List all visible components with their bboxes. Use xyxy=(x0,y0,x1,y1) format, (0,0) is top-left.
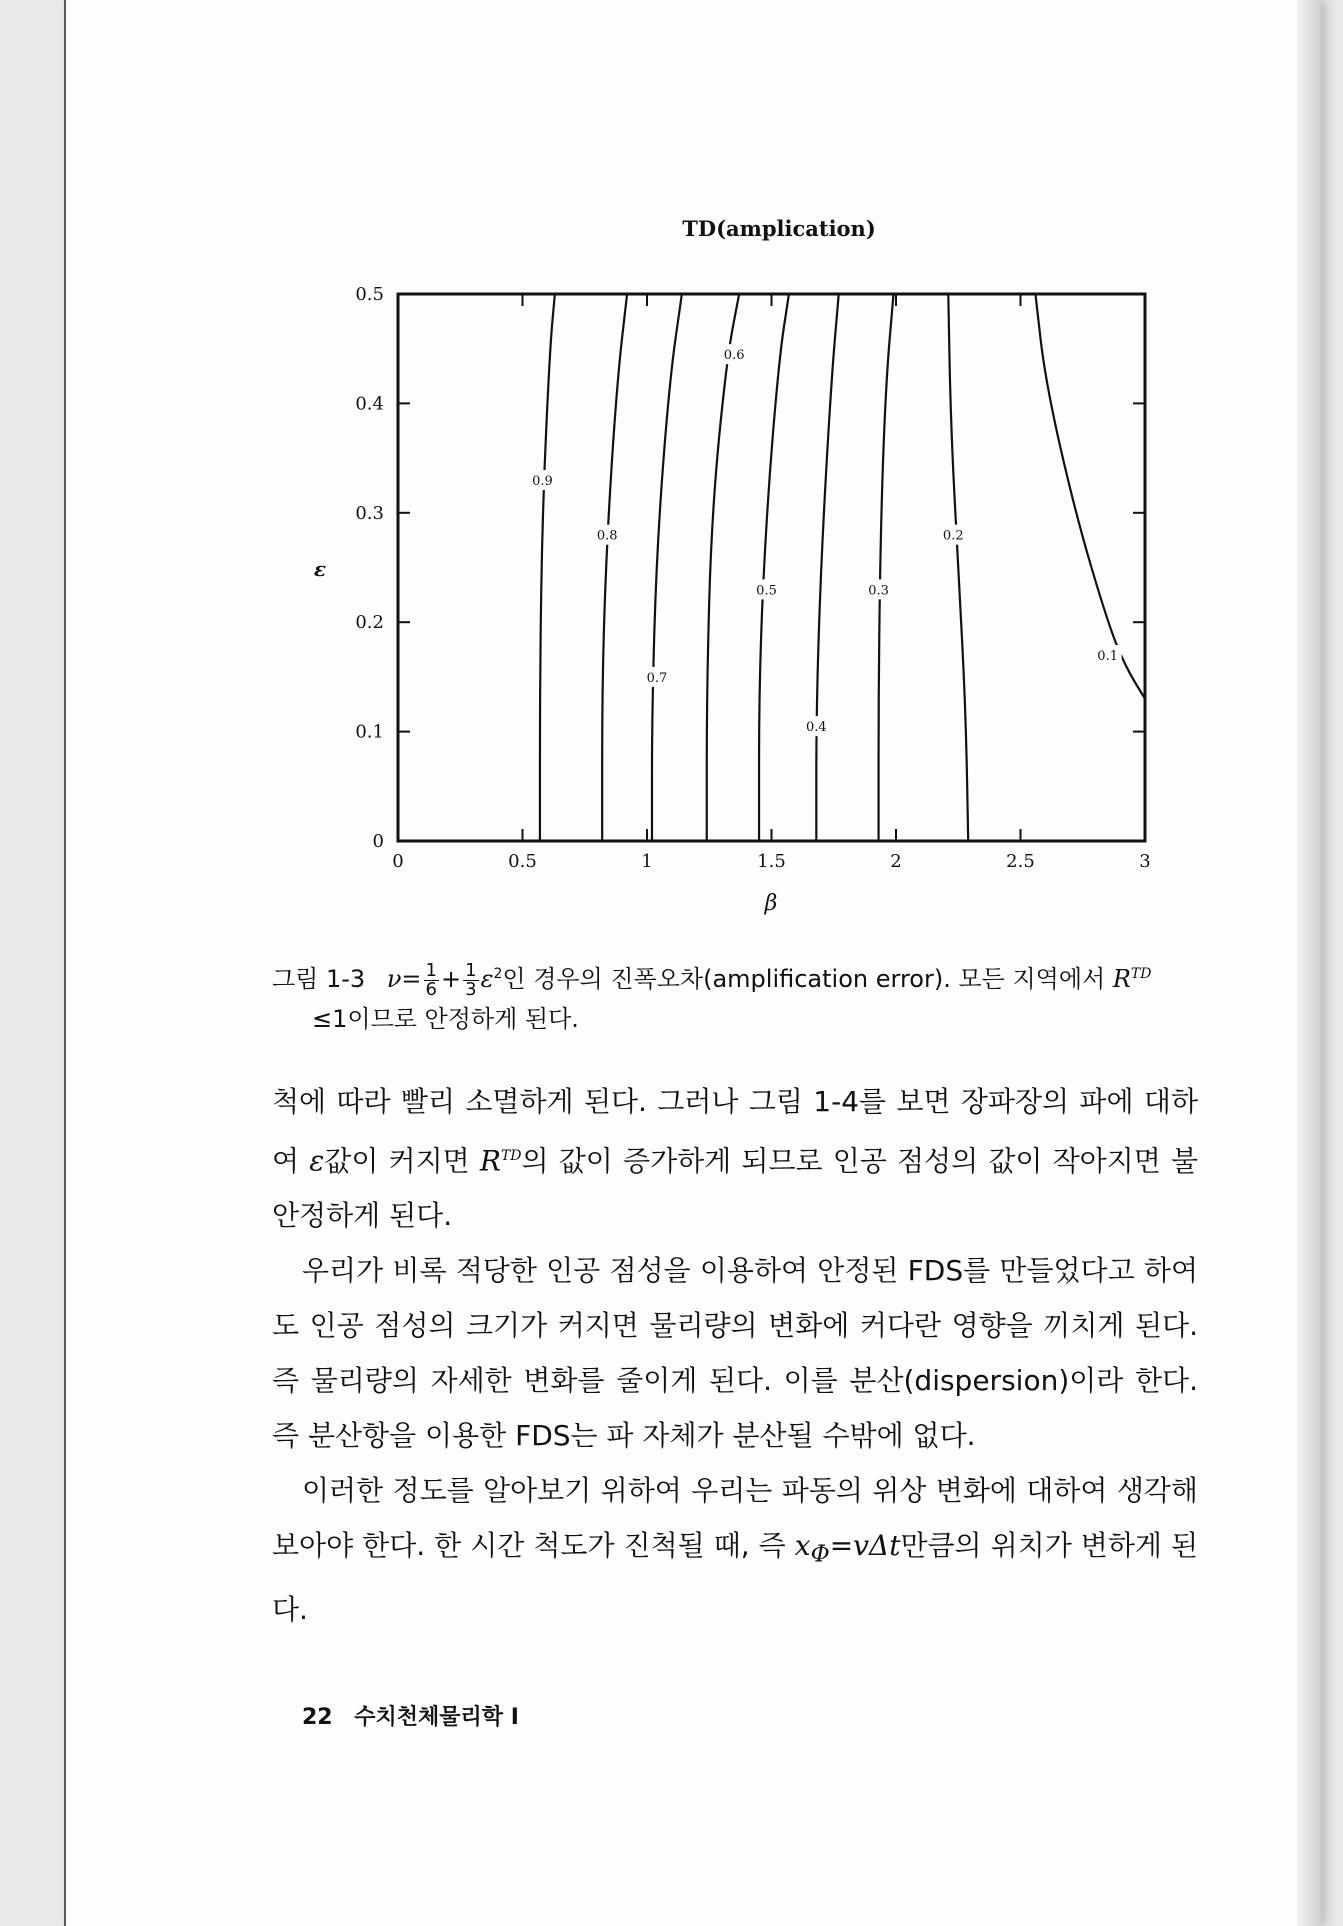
caption-line-2: ≤1이므로 안정하게 된다. xyxy=(312,1005,579,1033)
x-tick-label: 1.5 xyxy=(757,851,786,872)
x-tick-label: 2 xyxy=(890,851,902,872)
x-tick-label: 2.5 xyxy=(1006,851,1035,872)
y-tick-label: 0.5 xyxy=(355,284,384,305)
contour-label: 0.2 xyxy=(942,528,964,544)
y-axis-label: ε xyxy=(313,557,327,581)
contour-line-0.9 xyxy=(540,294,555,841)
caption-text: 인 경우의 진폭오차(amplification error). 모든 지역에서 xyxy=(502,965,1106,993)
contour-line-0.6 xyxy=(707,294,739,841)
paragraph-3: 이러한 정도를 알아보기 위하여 우리는 파동의 위상 변화에 대하여 생각해 보아야 한다. 한 시간 척도가 진척될 때, 즉 $x_\Phi=v\Delta t$만큼의 위치가 변하게 된다. xyxy=(272,1474,1199,1626)
x-tick-label: 0.5 xyxy=(508,851,537,872)
contour-label: 0.4 xyxy=(805,720,827,736)
paragraph-2: 우리가 비록 적당한 인공 점성을 이용하여 안정된 FDS를 만들었다고 하여도 인공 점성의 크기가 커지면 물리량의 변화에 커다란 영향을 끼치게 된다. 즉 물리량의 자세한 변화를 줄이게 된다. 이를 분산(dispersion)이라 한다. 즉 분산항을 이용한 FDS는 파 자체가 분산될 수밖에 없다. xyxy=(272,1254,1198,1453)
plot-frame xyxy=(398,294,1145,841)
contour-chart xyxy=(0,0,1343,960)
y-tick-label: 0.4 xyxy=(355,393,384,415)
body-text xyxy=(272,1074,1198,1637)
y-tick-label: 0 xyxy=(372,831,384,852)
contour-line-0.7 xyxy=(652,294,682,841)
contour-label: 0.8 xyxy=(596,528,618,544)
contour-label: 0.7 xyxy=(646,670,668,686)
y-tick-label: 0.2 xyxy=(355,612,384,634)
contour-label: 0.6 xyxy=(723,348,745,364)
contour-line-0.2 xyxy=(948,294,968,841)
book-title: 수치천체물리학 Ⅰ xyxy=(354,1705,519,1730)
figure-caption: 그림 1-3 ν= $\frac{1}{6}$ + $\frac{1}{3}$ $\varepsilon^2$인 경우의 진폭오차(amplification error). 모든 지역에서 $R^{TD}$ ≤1이므로 안정하게 된다. xyxy=(272,954,1232,1039)
contour-line-0.1 xyxy=(1035,294,1145,699)
contour-label: 0.9 xyxy=(532,473,553,489)
y-tick-label: 0.1 xyxy=(355,721,384,743)
fraction-one-sixth: $\frac{1}{6}$ xyxy=(425,959,437,1000)
page-footer xyxy=(302,1700,519,1731)
page-number: 22 xyxy=(302,1705,333,1730)
contour-line-0.4 xyxy=(816,294,838,841)
x-tick-label: 0 xyxy=(392,851,404,872)
contour-label: 0.3 xyxy=(868,583,889,599)
x-tick-label: 1 xyxy=(641,851,653,872)
x-axis-label: β xyxy=(764,891,778,916)
y-tick-label: 0.3 xyxy=(355,502,384,524)
caption-nu: ν= xyxy=(386,965,422,993)
contour-line-0.8 xyxy=(602,294,627,841)
y-axis-ticks xyxy=(355,284,1145,852)
fraction-one-third: $\frac{1}{3}$ xyxy=(465,959,477,1000)
contour-label: 0.5 xyxy=(756,583,777,599)
chart-title: TD(amplication) xyxy=(682,216,876,241)
contour-lines xyxy=(528,294,1145,841)
paragraph-1: 척에 따라 빨리 소멸하게 된다. 그러나 그림 1-4를 보면 장파장의 파에 대하여 ε값이 커지면 $R^{TD}$의 값이 증가하게 되므로 인공 점성의 값이 작아지면 불안정하게 된다. xyxy=(272,1085,1199,1233)
contour-line-0.3 xyxy=(879,294,894,841)
contour-label: 0.1 xyxy=(1097,649,1118,665)
contour-line-0.5 xyxy=(759,294,789,841)
x-tick-label: 3 xyxy=(1139,851,1151,872)
caption-label: 그림 1-3 xyxy=(272,965,366,993)
